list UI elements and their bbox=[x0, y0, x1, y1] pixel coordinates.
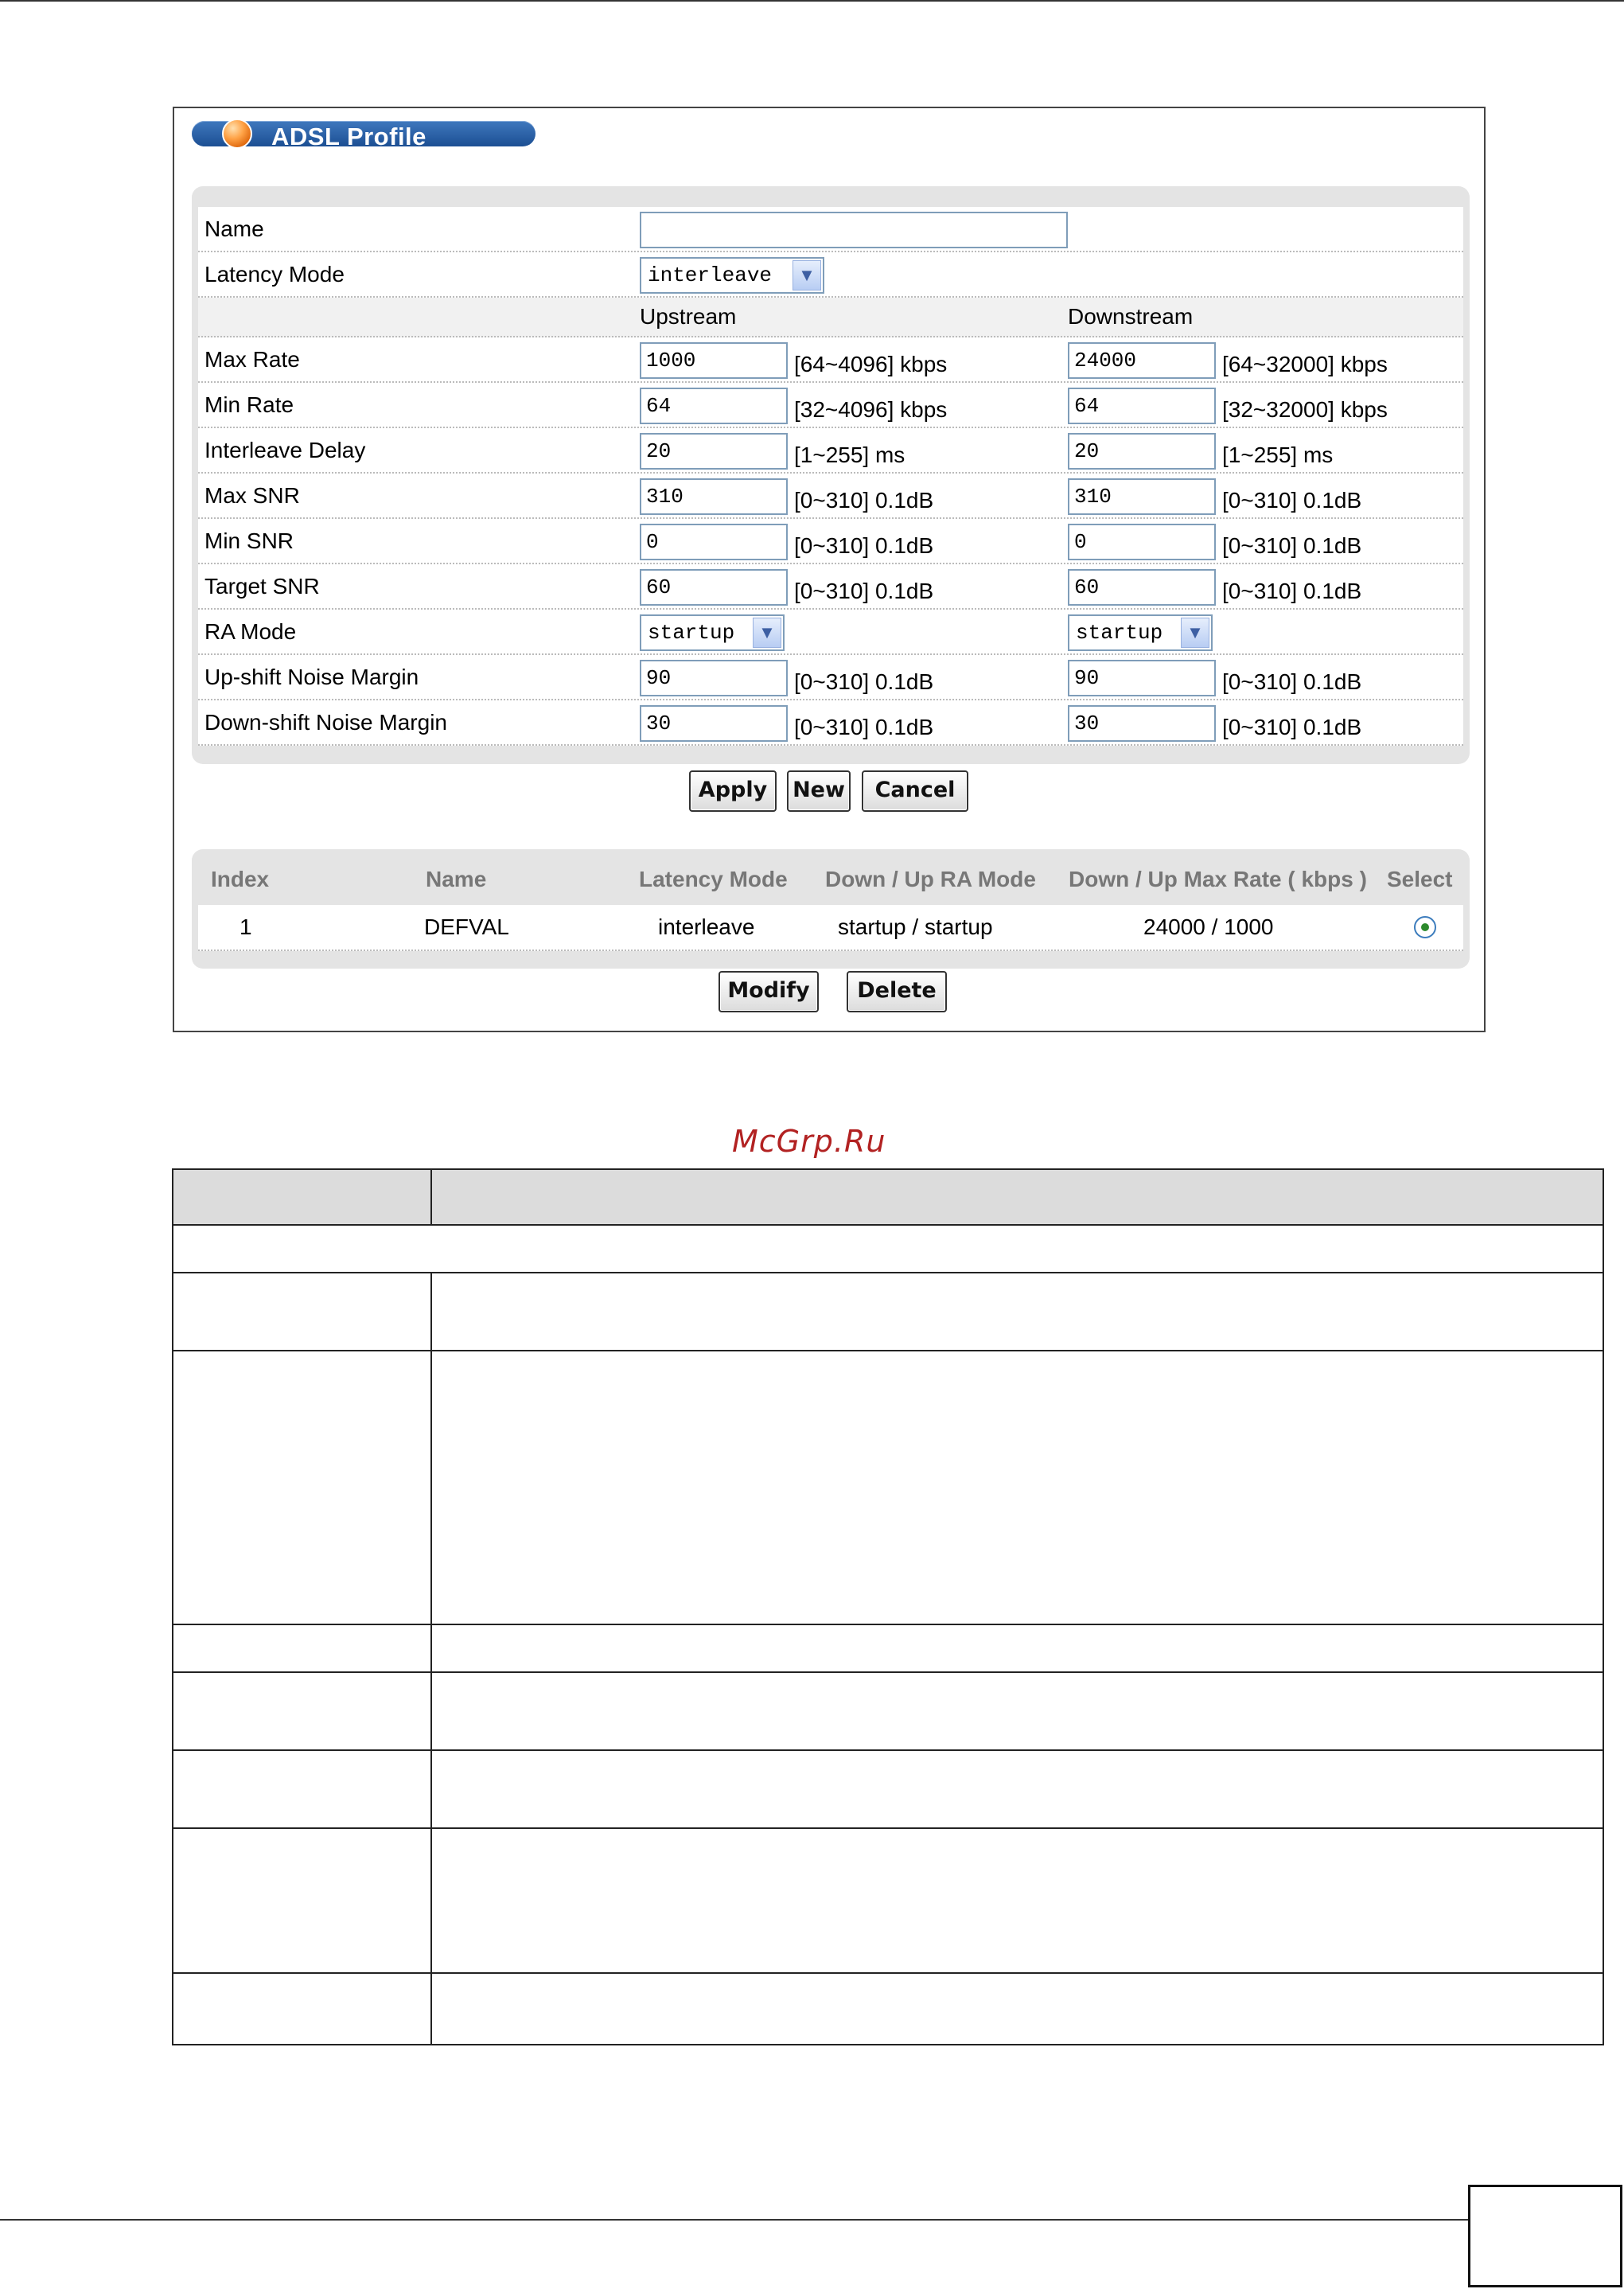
ra-mode-up-value: startup bbox=[648, 621, 735, 645]
col-latency-mode: Latency Mode bbox=[639, 867, 788, 891]
range-hint: [64~4096] kbps bbox=[794, 352, 948, 376]
ra-mode-down-select[interactable] bbox=[1068, 614, 1213, 651]
upshift-margin-up-input[interactable] bbox=[640, 660, 788, 696]
title-bar bbox=[192, 121, 535, 150]
chevron-down-icon[interactable]: ▼ bbox=[753, 618, 781, 648]
table-row bbox=[173, 1624, 1603, 1672]
table-cell bbox=[173, 1351, 431, 1624]
range-hint: [0~310] 0.1dB bbox=[1222, 669, 1362, 694]
table-cell bbox=[173, 1750, 431, 1828]
table-row[interactable] bbox=[198, 905, 1463, 951]
latency-mode-label: Latency Mode bbox=[204, 262, 345, 287]
range-hint: [0~310] 0.1dB bbox=[1222, 715, 1362, 739]
table-cell bbox=[431, 1750, 1603, 1828]
table-cell bbox=[173, 1624, 431, 1672]
page-number-box bbox=[1468, 2185, 1622, 2287]
upstream-header: Upstream bbox=[640, 304, 737, 329]
ra-mode-label: RA Mode bbox=[204, 619, 297, 644]
row-label: Target SNR bbox=[204, 574, 320, 599]
table-row bbox=[173, 1672, 1603, 1750]
interleave-delay-down-input[interactable] bbox=[1068, 433, 1216, 470]
top-rule bbox=[0, 0, 1624, 2]
range-hint: [32~32000] kbps bbox=[1222, 397, 1388, 422]
latency-mode-select[interactable] bbox=[640, 257, 824, 294]
range-hint: [0~310] 0.1dB bbox=[1222, 488, 1362, 513]
row-label: Down-shift Noise Margin bbox=[204, 710, 447, 735]
range-hint: [0~310] 0.1dB bbox=[794, 488, 934, 513]
table-cell bbox=[431, 1973, 1603, 2045]
table-row bbox=[173, 1973, 1603, 2045]
table-row bbox=[173, 1351, 1603, 1624]
profile-list bbox=[192, 849, 1470, 969]
table-cell bbox=[173, 1973, 431, 2045]
bottom-rule bbox=[0, 2219, 1468, 2221]
form-row-upshift-noise-margin bbox=[198, 655, 1463, 700]
table-row bbox=[173, 1750, 1603, 1828]
new-button[interactable]: New bbox=[787, 770, 851, 812]
min-rate-up-input[interactable] bbox=[640, 388, 788, 424]
range-hint: [1~255] ms bbox=[794, 443, 905, 467]
max-rate-down-input[interactable] bbox=[1068, 342, 1216, 379]
table-cell bbox=[173, 1672, 431, 1750]
form-row-name bbox=[198, 207, 1463, 252]
row-label: Min Rate bbox=[204, 392, 294, 417]
name-input[interactable] bbox=[640, 212, 1068, 248]
table-cell bbox=[431, 1273, 1603, 1351]
cell-name: DEFVAL bbox=[424, 914, 509, 939]
range-hint: [0~310] 0.1dB bbox=[794, 669, 934, 694]
adsl-profile-screenshot bbox=[173, 107, 1486, 1032]
ra-mode-up-select[interactable] bbox=[640, 614, 785, 651]
col-index: Index bbox=[211, 867, 270, 891]
form-column-headers bbox=[198, 298, 1463, 337]
chevron-down-icon[interactable]: ▼ bbox=[1181, 618, 1209, 648]
ra-mode-down-value: startup bbox=[1076, 621, 1163, 645]
form-row-latency-mode bbox=[198, 252, 1463, 298]
col-max-rate: Down / Up Max Rate ( kbps ) bbox=[1069, 867, 1367, 891]
table-header-row bbox=[173, 1169, 1603, 1225]
cell-index: 1 bbox=[240, 914, 252, 939]
table-cell bbox=[431, 1624, 1603, 1672]
downstream-header: Downstream bbox=[1068, 304, 1194, 329]
range-hint: [32~4096] kbps bbox=[794, 397, 948, 422]
row-label: Max Rate bbox=[204, 347, 300, 372]
table-cell bbox=[173, 1273, 431, 1351]
row-label: Up-shift Noise Margin bbox=[204, 665, 419, 689]
range-hint: [0~310] 0.1dB bbox=[1222, 579, 1362, 603]
min-snr-up-input[interactable] bbox=[640, 524, 788, 560]
table-row bbox=[173, 1225, 1603, 1273]
form-row-interleave-delay bbox=[198, 428, 1463, 474]
table-cell bbox=[173, 1225, 1603, 1273]
row-label: Min SNR bbox=[204, 528, 294, 553]
row-label: Max SNR bbox=[204, 483, 300, 508]
profile-form bbox=[192, 186, 1470, 764]
orb-icon bbox=[222, 119, 252, 149]
range-hint: [0~310] 0.1dB bbox=[794, 533, 934, 558]
cell-latency: interleave bbox=[658, 914, 755, 939]
table-cell bbox=[431, 1828, 1603, 1973]
form-row-downshift-noise-margin bbox=[198, 700, 1463, 746]
range-hint: [1~255] ms bbox=[1222, 443, 1334, 467]
form-row-ra-mode bbox=[198, 610, 1463, 655]
cancel-button[interactable]: Cancel bbox=[862, 770, 968, 812]
min-snr-down-input[interactable] bbox=[1068, 524, 1216, 560]
header-cell-description bbox=[431, 1169, 1603, 1225]
upshift-margin-down-input[interactable] bbox=[1068, 660, 1216, 696]
row-label: Interleave Delay bbox=[204, 438, 366, 462]
max-snr-up-input[interactable] bbox=[640, 478, 788, 515]
col-ra-mode: Down / Up RA Mode bbox=[825, 867, 1036, 891]
table-cell bbox=[431, 1672, 1603, 1750]
watermark: McGrp.Ru bbox=[732, 1124, 886, 1159]
apply-button[interactable]: Apply bbox=[689, 770, 777, 812]
max-rate-up-input[interactable] bbox=[640, 342, 788, 379]
min-rate-down-input[interactable] bbox=[1068, 388, 1216, 424]
table-row bbox=[173, 1273, 1603, 1351]
modify-button[interactable]: Modify bbox=[719, 971, 819, 1012]
cell-max-rate: 24000 / 1000 bbox=[1143, 914, 1274, 939]
chevron-down-icon[interactable]: ▼ bbox=[793, 260, 821, 291]
downshift-margin-up-input[interactable] bbox=[640, 705, 788, 742]
downshift-margin-down-input[interactable] bbox=[1068, 705, 1216, 742]
range-hint: [0~310] 0.1dB bbox=[794, 579, 934, 603]
form-row-min-snr bbox=[198, 519, 1463, 564]
header-cell-label bbox=[173, 1169, 431, 1225]
latency-mode-value: interleave bbox=[648, 263, 773, 287]
table-cell bbox=[173, 1828, 431, 1973]
delete-button[interactable]: Delete bbox=[847, 971, 947, 1012]
page-title: ADSL Profile bbox=[271, 123, 426, 150]
col-select: Select bbox=[1387, 867, 1453, 891]
form-row-max-snr bbox=[198, 474, 1463, 519]
range-hint: [64~32000] kbps bbox=[1222, 352, 1388, 376]
select-radio[interactable] bbox=[1414, 916, 1436, 938]
description-table bbox=[172, 1168, 1604, 2045]
table-row bbox=[173, 1828, 1603, 1973]
table-cell bbox=[431, 1351, 1603, 1624]
target-snr-down-input[interactable] bbox=[1068, 569, 1216, 606]
form-row-min-rate bbox=[198, 383, 1463, 428]
range-hint: [0~310] 0.1dB bbox=[1222, 533, 1362, 558]
interleave-delay-up-input[interactable] bbox=[640, 433, 788, 470]
col-name: Name bbox=[426, 867, 487, 891]
range-hint: [0~310] 0.1dB bbox=[794, 715, 934, 739]
name-label: Name bbox=[204, 216, 264, 241]
form-row-target-snr bbox=[198, 564, 1463, 610]
target-snr-up-input[interactable] bbox=[640, 569, 788, 606]
form-row-max-rate bbox=[198, 337, 1463, 383]
cell-ra-mode: startup / startup bbox=[838, 914, 993, 939]
list-header bbox=[192, 849, 1470, 905]
max-snr-down-input[interactable] bbox=[1068, 478, 1216, 515]
